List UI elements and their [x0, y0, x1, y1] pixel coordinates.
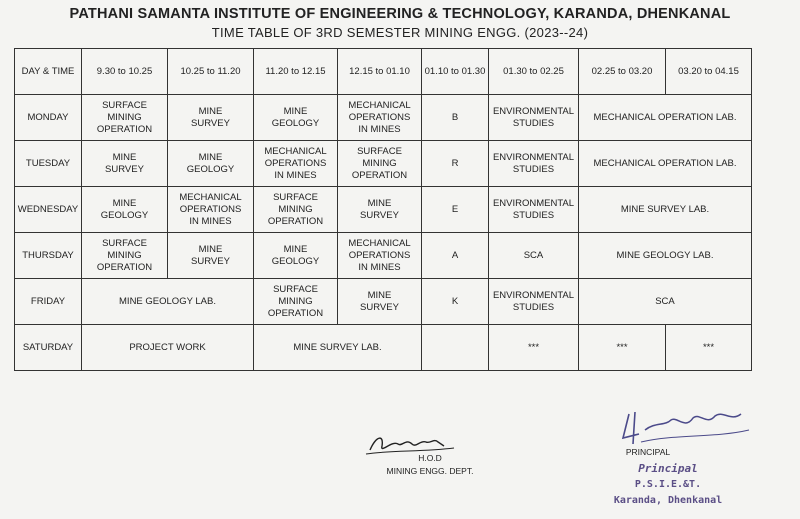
day-row-tuesday [15, 141, 752, 187]
class-cell: ENVIRONMENTAL STUDIES [489, 141, 579, 187]
day-row-thursday [15, 233, 752, 279]
class-cell: SURFACE MINING OPERATION [254, 279, 338, 325]
class-cell: MINE GEOLOGY [82, 187, 168, 233]
lab-cell: MINE SURVEY LAB. [579, 187, 752, 233]
class-cell: SCA [489, 233, 579, 279]
class-cell: ENVIRONMENTAL STUDIES [489, 95, 579, 141]
hod-department: MINING ENGG. DEPT. [386, 466, 474, 476]
slot-header: 01.10 to 01.30 [422, 49, 489, 95]
break-cell: E [422, 187, 489, 233]
slot-header: 01.30 to 02.25 [489, 49, 579, 95]
break-cell: A [422, 233, 489, 279]
empty-cell: *** [579, 325, 666, 371]
lab-cell: MECHANICAL OPERATION LAB. [579, 141, 752, 187]
class-cell: ENVIRONMENTAL STUDIES [489, 279, 579, 325]
class-cell: SURFACE MINING OPERATION [338, 141, 422, 187]
day-row-wednesday [15, 187, 752, 233]
stamp-line: Karanda, Dhenkanal [613, 495, 723, 506]
header-row [15, 49, 752, 95]
break-cell: B [422, 95, 489, 141]
day-label: WEDNESDAY [15, 187, 82, 233]
break-cell: K [422, 279, 489, 325]
break-cell: R [422, 141, 489, 187]
class-cell: MINE GEOLOGY [254, 95, 338, 141]
class-cell: MECHANICAL OPERATIONS IN MINES [254, 141, 338, 187]
timetable-title: TIME TABLE OF 3RD SEMESTER MINING ENGG. (2023--24) [211, 25, 589, 40]
hod-label [350, 452, 510, 478]
day-row-saturday [15, 325, 752, 371]
day-row-monday [15, 95, 752, 141]
timetable [14, 48, 752, 371]
day-label: THURSDAY [15, 233, 82, 279]
slot-header: 03.20 to 04.15 [666, 49, 752, 95]
day-label: SATURDAY [15, 325, 82, 371]
class-cell: ENVIRONMENTAL STUDIES [489, 187, 579, 233]
class-cell: SURFACE MINING OPERATION [82, 95, 168, 141]
corner-cell: DAY & TIME [15, 49, 82, 95]
hod-title: H.O.D [418, 453, 442, 463]
slot-header: 12.15 to 01.10 [338, 49, 422, 95]
class-cell: MINE SURVEY [168, 95, 254, 141]
class-cell: MINE GEOLOGY [168, 141, 254, 187]
class-cell: MINE SURVEY [168, 233, 254, 279]
lab-cell: MINE GEOLOGY LAB. [579, 233, 752, 279]
class-cell: MECHANICAL OPERATIONS IN MINES [338, 233, 422, 279]
slot-header: 10.25 to 11.20 [168, 49, 254, 95]
day-label: MONDAY [15, 95, 82, 141]
lab-cell: SCA [579, 279, 752, 325]
class-cell: MINE SURVEY [338, 187, 422, 233]
stamp-line: Principal [638, 462, 698, 475]
principal-stamp [588, 461, 748, 509]
principal-label: PRINCIPAL [625, 447, 671, 457]
empty-cell: *** [489, 325, 579, 371]
slot-header: 11.20 to 12.15 [254, 49, 338, 95]
lab-cell: MINE SURVEY LAB. [254, 325, 422, 371]
day-label: FRIDAY [15, 279, 82, 325]
day-label: TUESDAY [15, 141, 82, 187]
lab-cell: MINE GEOLOGY LAB. [82, 279, 254, 325]
class-cell: MINE SURVEY [82, 141, 168, 187]
day-row-friday [15, 279, 752, 325]
slot-header: 02.25 to 03.20 [579, 49, 666, 95]
stamp-line: P.S.I.E.&T. [634, 479, 702, 490]
institute-title: PATHANI SAMANTA INSTITUTE OF ENGINEERING & TECHNOLOGY, KARANDA, DHENKANAL [69, 6, 731, 22]
slot-header: 9.30 to 10.25 [82, 49, 168, 95]
empty-cell: *** [666, 325, 752, 371]
class-cell: SURFACE MINING OPERATION [254, 187, 338, 233]
break-cell [422, 325, 489, 371]
class-cell: MINE SURVEY [338, 279, 422, 325]
class-cell: SURFACE MINING OPERATION [82, 233, 168, 279]
class-cell: MECHANICAL OPERATIONS IN MINES [338, 95, 422, 141]
lab-cell: MECHANICAL OPERATION LAB. [579, 95, 752, 141]
project-cell: PROJECT WORK [82, 325, 254, 371]
class-cell: MECHANICAL OPERATIONS IN MINES [168, 187, 254, 233]
class-cell: MINE GEOLOGY [254, 233, 338, 279]
